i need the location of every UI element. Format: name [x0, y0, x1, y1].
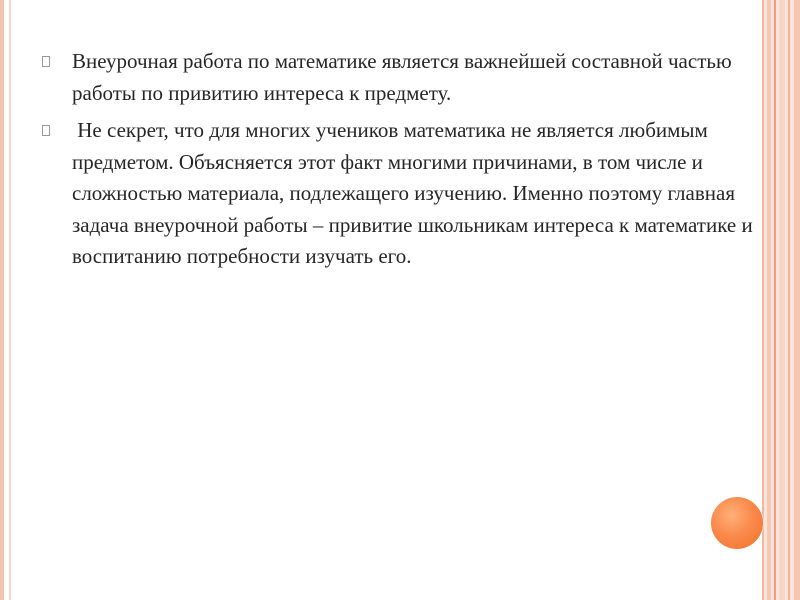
right-stripe — [762, 0, 764, 600]
bullet-text: Внеурочная работа по математике является важнейшей составной частью работы по привитию интереса к предмету. — [72, 49, 737, 105]
bullet-text: Не секрет, что для многих учеников математика не является любимым предметом. Объясняется этот факт многими причинами, в том числе и сложностью материала, подлежащего изучению. Именно поэтому главная задача внеурочной работы – привитие школьникам интереса к математике и воспитанию потребности изучать его. — [72, 118, 758, 268]
bullet-item — [40, 115, 758, 273]
slide-body — [40, 46, 758, 279]
right-stripe — [767, 0, 771, 600]
bullet-icon — [42, 56, 50, 67]
bullet-item — [40, 46, 755, 109]
orange-circle-decoration — [711, 497, 763, 549]
right-stripe — [779, 0, 785, 600]
right-stripe — [794, 0, 800, 600]
left-border-inner-line — [9, 0, 11, 600]
right-stripe — [788, 0, 790, 600]
left-border-line — [0, 0, 4, 600]
bullet-icon — [42, 125, 50, 136]
right-stripe — [774, 0, 776, 600]
